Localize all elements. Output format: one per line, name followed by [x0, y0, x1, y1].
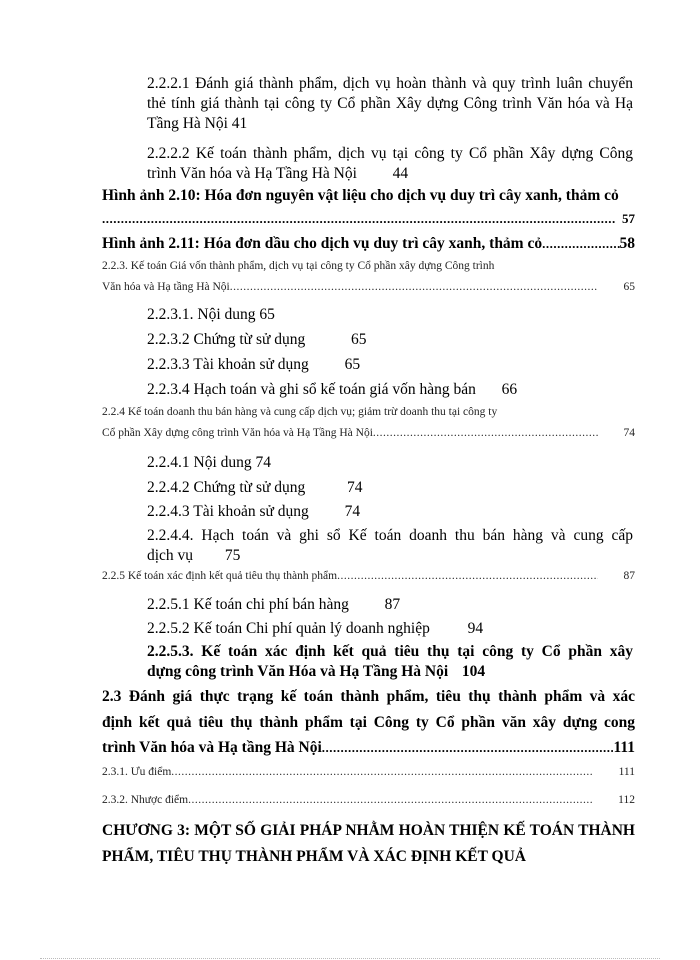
toc-leader-dots — [230, 277, 598, 298]
toc-entry-page: 104 — [461, 663, 486, 680]
toc-entry-page: 75 — [224, 547, 241, 564]
toc-entry-2-2-4[interactable] — [102, 402, 635, 444]
toc-entry-page: 74 — [623, 427, 635, 439]
toc-entry-title: 2.2.2.2 Kế toán thành phẩm, dịch vụ tại công ty Cổ phần Xây dựng Công trình Văn hóa và Hạ Tầng Hà Nội — [147, 145, 633, 182]
toc-entry-title-cont: Văn hóa và Hạ tầng Hà Nội — [102, 281, 230, 293]
toc-chapter-3[interactable] — [102, 818, 635, 870]
toc-entry-2-2-5-3[interactable] — [147, 642, 633, 682]
toc-entry-page: 112 — [618, 794, 635, 806]
toc-leader-dots — [322, 735, 614, 761]
toc-entry-title-cont: dịch vụ — [147, 547, 194, 564]
toc-chapter-title: CHƯƠNG 3: MỘT SỐ GIẢI PHÁP NHẰM HOÀN THIỆN KẾ TOÁN THÀNH PHẨM, TIÊU THỤ THÀNH PHẨM VÀ XÁC ĐỊNH KẾT QUẢ — [102, 822, 635, 865]
toc-entry-2-3[interactable] — [102, 684, 635, 761]
toc-entry-title: 2.2.3.2 Chứng từ sử dụng — [147, 331, 306, 348]
toc-entry-2-2-5-2[interactable] — [147, 619, 633, 639]
toc-entry-title-cont: dựng công trình Văn Hóa và Hạ Tầng Hà Nội — [147, 663, 449, 680]
toc-entry-page: 74 — [347, 479, 363, 496]
toc-leader-dots — [102, 207, 616, 230]
toc-leader-dots — [373, 423, 598, 444]
toc-entry-title: Hình ảnh 2.10: Hóa đơn nguyên vật liệu cho dịch vụ duy trì cây xanh, thảm cỏ — [102, 187, 619, 204]
toc-entry-page: 74 — [344, 503, 361, 520]
toc-entry-page: 65 — [623, 281, 635, 293]
toc-entry-2-2-5[interactable] — [102, 566, 635, 587]
toc-entry-title: 2.2.5 Kế toán xác định kết quả tiêu thụ thành phẩm — [102, 570, 338, 582]
toc-entry-title: 2.2.2.1 Đánh giá thành phẩm, dịch vụ hoàn thành và quy trình luân chuyển thẻ tính giá thành tại công ty Cổ phần Xây dựng Công trình Văn hóa và Hạ Tầng Hà Nội — [147, 75, 633, 132]
toc-entry-page: 94 — [467, 620, 484, 637]
toc-entry-page: 66 — [501, 381, 518, 398]
toc-entry-title: 2.3.1. Ưu điểm — [102, 766, 172, 778]
toc-entry-title: 2.3 Đánh giá thực trạng kế toán thành phẩm, tiêu thụ thành phẩm và xác — [102, 688, 635, 705]
toc-entry-2-2-2-1[interactable] — [147, 74, 633, 134]
toc-leader-dots — [188, 790, 592, 811]
toc-entry-2-3-1[interactable] — [102, 762, 635, 783]
toc-entry-title: 2.3.2. Nhược điểm — [102, 794, 189, 806]
toc-figure-2-10[interactable] — [102, 184, 635, 230]
toc-entry-title: 2.2.4.4. Hạch toán và ghi sổ Kế toán doanh thu bán hàng và cung cấp — [147, 527, 633, 544]
toc-figure-2-11[interactable] — [102, 233, 635, 255]
toc-entry-title: Hình ảnh 2.11: Hóa đơn dầu cho dịch vụ duy trì cây xanh, thảm cỏ — [102, 235, 543, 252]
toc-entry-page: 65 — [259, 306, 275, 323]
toc-entry-title: 2.2.4.1 Nội dung — [147, 454, 252, 471]
toc-entry-title-cont: định kết quả tiêu thụ thành phẩm tại Công ty Cổ phần văn xây dựng cong — [102, 713, 635, 731]
toc-leader-dots — [542, 233, 619, 255]
toc-entry-2-2-4-4[interactable] — [147, 526, 633, 566]
toc-entry-title: 2.2.5.1 Kế toán chi phí bán hàng — [147, 596, 349, 613]
toc-entry-2-2-4-3[interactable] — [147, 502, 633, 522]
toc-entry-2-2-5-1[interactable] — [147, 595, 633, 615]
toc-entry-title: 2.2.5.3. Kế toán xác định kết quả tiêu thụ tại công ty Cổ phần xây — [147, 643, 633, 660]
toc-entry-2-2-3-4[interactable] — [147, 380, 633, 400]
toc-entry-2-2-3[interactable] — [102, 256, 635, 298]
toc-entry-title: 2.2.3.1. Nội dung — [147, 306, 256, 323]
toc-entry-page: 57 — [622, 211, 635, 226]
toc-entry-title-cont: Cổ phần Xây dựng công trình Văn hóa và Hạ Tầng Hà Nội — [102, 427, 373, 439]
toc-entry-2-3-2[interactable] — [102, 790, 635, 811]
toc-entry-page: 87 — [623, 570, 635, 582]
toc-entry-2-2-3-2[interactable] — [147, 330, 633, 350]
toc-entry-page: 44 — [392, 165, 409, 182]
toc-entry-title: 2.2.4 Kế toán doanh thu bán hàng và cung cấp dịch vụ; giảm trừ doanh thu tại công ty — [102, 406, 498, 418]
toc-entry-page: 65 — [351, 331, 367, 348]
toc-entry-title: 2.2.3.4 Hạch toán và ghi sổ kế toán giá vốn hàng bán — [147, 381, 476, 398]
toc-entry-2-2-3-1[interactable] — [147, 305, 633, 325]
toc-entry-page: 41 — [231, 115, 248, 132]
toc-entry-title: 2.2.3.3 Tài khoản sử dụng — [147, 356, 309, 373]
toc-entry-page: 111 — [618, 766, 635, 778]
toc-entry-page: 111 — [613, 739, 635, 756]
toc-entry-2-2-4-2[interactable] — [147, 478, 633, 498]
toc-entry-title: 2.2.5.2 Kế toán Chi phí quản lý doanh nghiệp — [147, 620, 430, 637]
toc-entry-2-2-4-1[interactable] — [147, 453, 633, 473]
toc-entry-title: 2.2.4.3 Tài khoản sử dụng — [147, 503, 309, 520]
page-bottom-divider — [40, 958, 660, 959]
toc-entry-title: 2.2.3. Kế toán Giá vốn thành phẩm, dịch vụ tại công ty Cổ phần xây dựng Công trình — [102, 260, 495, 272]
toc-entry-title-cont: trình Văn hóa và Hạ tầng Hà Nội — [102, 739, 322, 756]
toc-entry-2-2-3-3[interactable] — [147, 355, 633, 375]
toc-leader-dots — [337, 566, 597, 587]
toc-leader-dots — [171, 762, 592, 783]
toc-entry-page: 87 — [384, 596, 401, 613]
toc-entry-title: 2.2.4.2 Chứng từ sử dụng — [147, 479, 306, 496]
toc-entry-page: 74 — [255, 454, 271, 471]
toc-entry-2-2-2-2[interactable] — [147, 144, 633, 184]
toc-entry-page: 65 — [344, 356, 361, 373]
toc-entry-page: 58 — [619, 235, 635, 252]
